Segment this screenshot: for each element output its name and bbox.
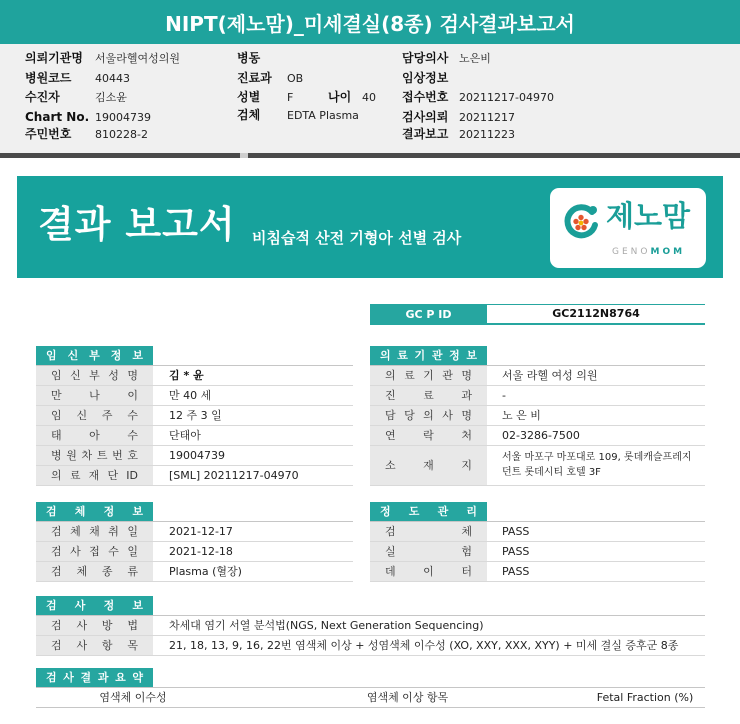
- table-row: [36, 386, 353, 406]
- table-row: [36, 446, 353, 466]
- row-label: 데 이 터: [370, 562, 487, 581]
- row-label: 검 체 채 취 일: [36, 522, 153, 541]
- row-value: 서울 마포구 마포대로 109, 롯데캐슬프레지던트 롯데시티 호텔 3F: [502, 452, 692, 478]
- row-value: 노 은 비: [502, 409, 541, 422]
- institution-info-heading: 의 료 기 관 정 보: [370, 346, 487, 365]
- row-label: 연 락 처: [370, 426, 487, 445]
- result-summary-column-headers: [36, 688, 705, 708]
- row-value: PASS: [502, 565, 530, 578]
- gc-pid-label: GC P ID: [370, 304, 487, 325]
- row-value: 서울 라헬 여성 의원: [502, 369, 598, 382]
- logo-wordmark-mom: MOM: [650, 247, 686, 257]
- row-value: 19004739: [169, 449, 225, 462]
- row-label: 검 사 접 수 일: [36, 542, 153, 561]
- row-value: [SML] 20211217-04970: [169, 469, 299, 482]
- age-value: 40: [362, 91, 376, 104]
- row-value: 2021-12-18: [169, 545, 233, 558]
- report-date-value: 20211223: [459, 128, 515, 141]
- resident-no-label: 주민번호: [25, 127, 72, 141]
- ward-label: 병동: [237, 51, 261, 65]
- column-header-aneuploidy: 염색체 이수성: [99, 691, 167, 704]
- logo-brand-name: 제노맘: [606, 199, 691, 233]
- panel-splitter-handle: [240, 153, 248, 158]
- column-header-fetal-fraction: Fetal Fraction (%): [596, 691, 694, 704]
- row-label: 진 료 과: [370, 386, 487, 405]
- table-row: [370, 446, 705, 486]
- report-title: 결과 보고서: [38, 203, 236, 246]
- quality-control-header: [370, 502, 705, 522]
- logo-wordmark-geno: GENO: [612, 247, 651, 257]
- age-label: 나이: [328, 90, 352, 104]
- institution-label: 의뢰기관명: [25, 51, 83, 65]
- row-value: Plasma (혈장): [169, 565, 242, 578]
- specimen-info-heading: 검 체 정 보: [36, 502, 153, 521]
- table-row: [370, 426, 705, 446]
- row-label: 담 당 의 사 명: [370, 406, 487, 425]
- institution-info-header: [370, 346, 705, 366]
- table-row: [370, 542, 705, 562]
- sex-value: F: [287, 91, 294, 104]
- receipt-no-value: 20211217-04970: [459, 91, 554, 104]
- genomom-mother-flower-icon: [562, 203, 600, 241]
- table-row: [370, 406, 705, 426]
- row-value: 02-3286-7500: [502, 429, 580, 442]
- row-label: 의 료 기 관 명: [370, 366, 487, 385]
- report-date-label: 결과보고: [402, 127, 449, 141]
- row-value: 21, 18, 13, 9, 16, 22번 염색체 이상 + 성염색체 이수성 (XO, XXY, XXX, XYY) + 미세 결실 증후군 8종: [169, 639, 679, 652]
- specimen-info-header: [36, 502, 353, 522]
- row-value: -: [502, 389, 506, 402]
- doctor-label: 담당의사: [402, 51, 449, 65]
- table-row: [36, 522, 353, 542]
- report-banner: [17, 176, 723, 278]
- specimen-label: 검체: [237, 108, 261, 122]
- row-label: 소 재 지: [370, 446, 487, 485]
- panel-splitter-right: [248, 153, 740, 158]
- clinical-info-label: 임상정보: [402, 71, 449, 85]
- logo-wordmark: [612, 247, 685, 258]
- quality-control-heading: 정 도 관 리: [370, 502, 487, 521]
- row-value: 차세대 염기 서열 분석법(NGS, Next Generation Sequencing): [169, 619, 484, 632]
- hospital-code-value: 40443: [95, 72, 130, 85]
- row-label: 검 사 방 법: [36, 616, 153, 635]
- table-row: [36, 406, 353, 426]
- row-label: 임 신 주 수: [36, 406, 153, 425]
- doctor-value: 노은비: [459, 52, 491, 65]
- row-label: 태 아 수: [36, 426, 153, 445]
- report-window-title: NIPT(제노맘)_미세결실(8종) 검사결과보고서: [165, 11, 575, 36]
- result-summary-heading: 검 사 결 과 요 약: [36, 668, 153, 687]
- row-label: 임 신 부 성 명: [36, 366, 153, 385]
- row-label: 만 나 이: [36, 386, 153, 405]
- pregnant-info-header: [36, 346, 353, 366]
- sex-label: 성별: [237, 90, 261, 104]
- table-row: [36, 562, 353, 582]
- row-label: 실 험: [370, 542, 487, 561]
- pregnant-info-heading: 임 신 부 정 보: [36, 346, 153, 365]
- request-date-label: 검사의뢰: [402, 110, 449, 124]
- hospital-code-label: 병원코드: [25, 71, 72, 85]
- table-row: [370, 386, 705, 406]
- test-info-heading: 검 사 정 보: [36, 596, 153, 615]
- row-label: 검 사 항 목: [36, 636, 153, 655]
- table-row: [370, 522, 705, 542]
- report-subtitle: 비침습적 산전 기형아 선별 검사: [252, 229, 462, 247]
- order-info-panel: [0, 44, 740, 153]
- gc-pid-value: GC2112N8764: [487, 304, 705, 325]
- resident-no-value: 810228-2: [95, 128, 148, 141]
- table-row: [36, 426, 353, 446]
- table-row: [36, 636, 705, 656]
- table-row: [370, 562, 705, 582]
- column-header-abnormality-items: 염색체 이상 항목: [366, 691, 449, 704]
- request-date-value: 20211217: [459, 111, 515, 124]
- row-value: 만 40 세: [169, 389, 212, 402]
- receipt-no-label: 접수번호: [402, 90, 449, 104]
- row-value: PASS: [502, 525, 530, 538]
- specimen-value: EDTA Plasma: [287, 109, 359, 122]
- panel-splitter-left: [0, 153, 240, 158]
- row-value: 2021-12-17: [169, 525, 233, 538]
- chart-no-value: 19004739: [95, 111, 151, 124]
- table-row: [36, 616, 705, 636]
- genomom-logo: [550, 188, 706, 268]
- result-summary-header: [36, 668, 705, 688]
- row-value: 12 주 3 일: [169, 409, 222, 422]
- row-label: 검 체: [370, 522, 487, 541]
- department-value: OB: [287, 72, 304, 85]
- report-title-bar: [0, 0, 740, 44]
- row-label: 검 체 종 류: [36, 562, 153, 581]
- test-info-header: [36, 596, 705, 616]
- department-label: 진료과: [237, 71, 272, 85]
- patient-value: 김소윤: [95, 91, 127, 104]
- row-value: 단태아: [169, 429, 201, 442]
- table-row: [36, 466, 353, 486]
- row-label: 병 원 차 트 번 호: [36, 446, 153, 465]
- row-value: PASS: [502, 545, 530, 558]
- patient-label: 수진자: [25, 90, 60, 104]
- table-row: [36, 366, 353, 386]
- table-row: [36, 542, 353, 562]
- row-label: 의 료 재 단 ID: [36, 466, 153, 485]
- row-value: 김 * 윤: [169, 369, 204, 382]
- table-row: [370, 366, 705, 386]
- chart-no-label: Chart No.: [25, 110, 90, 124]
- institution-value: 서울라헬여성의원: [95, 52, 181, 65]
